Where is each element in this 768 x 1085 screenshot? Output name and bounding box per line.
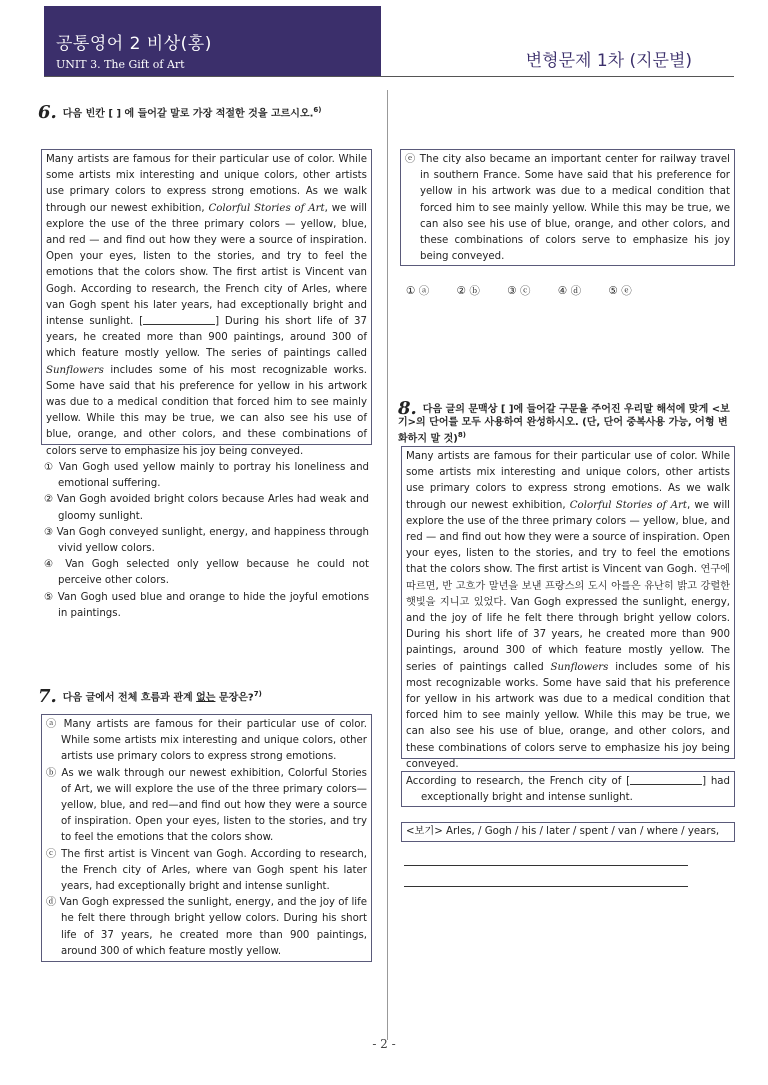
header-title: 공통영어 2 비상(홍) [56,34,212,54]
passage-text: ] During his short life of 37 years, he created more than 900 paintings, around 300 of which feature mostly yellow. The series of paintings called [46,316,367,360]
item-b: ⓑ As we walk through our newest exhibition, Colorful Stories of Art, we will explore the use of the three primary colors—yellow, blue, and red—and find out how they were a source of inspiration. Open your eyes, listen to the stories, and try to feel the emotions that the colors show. [46,767,367,844]
item-e: ⓔ The city also became an important center for railway travel in southern France. Some have said that his preference for yellow in his artwork was due to a medical condition that forced him to see mainly yellow. While this may be true, we can also see his use of blue, orange, and other colors, and these combinations of colors serve to emphasize his joy being conveyed. [405,154,730,263]
item-d: ⓓ Van Gogh expressed the sunlight, energy, and the joy of life he felt there through bright yellow colors. During his short life of 37 years, he created more than 900 paintings, around 300 of which feature mostly yellow. [46,897,367,957]
answer-blank [630,774,702,785]
exhibition-title: Colorful Stories of Art [569,499,687,511]
question-8-prompt: 다음 글의 문맥상 [ ]에 들어갈 구문을 주어진 우리말 해석에 맞게 <보기>의 단어를 모두 사용하여 완성하시오. (단, 단어 중복사용 가능, 어형 변화하지 말 것) [398,404,730,445]
question-7-choices [406,283,736,298]
header-unit: UNIT 3. The Gift of Art [56,58,185,71]
question-6-prompt: 다음 빈칸 [ ] 에 들어갈 말로 가장 적절한 것을 고르시오. [62,108,314,120]
choice-2[interactable]: ② ⓑ [456,285,480,297]
painting-title: Sunflowers [46,364,104,376]
choice-4[interactable]: ④ ⓓ [557,285,582,297]
header-right-title: 변형문제 1차 (지문별) [525,51,692,71]
choice-1[interactable]: ① ⓐ [406,285,430,297]
question-7-prompt: 다음 글에서 전체 흐름과 관계 [62,692,197,704]
column-divider [387,90,388,1040]
question-6-number: 6. [38,102,57,124]
target-sentence-text: According to research, the French city of [ [406,776,631,787]
question-8-footnote: 8) [457,431,466,439]
option-2[interactable]: ② Van Gogh avoided bright colors because Arles had weak and gloomy sunlight. [44,494,369,522]
header-banner [44,6,381,76]
option-4[interactable]: ④ Van Gogh selected only yellow because he could not perceive other colors. [44,559,369,587]
question-6-options [44,460,369,622]
question-7-prompt: 문장은? [215,692,254,704]
answer-line-1[interactable] [404,865,688,866]
option-1[interactable]: ① Van Gogh used yellow mainly to portray his loneliness and emotional suffering. [44,462,369,490]
bogi-box [401,822,735,842]
question-7-heading [38,686,378,708]
question-7-items [41,714,372,962]
question-7-number: 7. [38,686,57,708]
choice-5[interactable]: ⑤ ⓔ [608,285,632,297]
passage-text: , we will explore the use of the three primary colors — yellow, blue, and red — and find out how they were a source of inspiration. Open your eyes, listen to the stories, and try to feel the emotions that the colors show. The first artist is Vincent van Gogh. 연구에 따르면, 반 고흐가 말년을 보낸 프랑스의 도시 아를은 유난히 밝고 강렬한 햇빛을 지니고 있었다. Van Gogh expressed the sunlight, energy, and the joy of life he felt there through bright yellow colors. During his short life of 37 years, he created more than 900 paintings, around 300 of which feature mostly yellow. The series of paintings called [406,499,731,673]
answer-blank [143,314,215,325]
choice-3[interactable]: ③ ⓒ [507,285,531,297]
item-c: ⓒ The first artist is Vincent van Gogh. According to research, the French city of Arles, where van Gogh spent his later years, had exceptionally bright and intense sunlight. [46,848,367,893]
question-7-footnote: 7) [253,690,262,698]
exhibition-title: Colorful Stories of Art [208,202,325,214]
passage-text: includes some of his most recognizable works. Some have said that his preference for yellow in his artwork was due to a medical condition that forced him to see mainly yellow. While this may be true, we can also see his use of blue, orange, and other colors, and these combinations of colors serve to emphasize his joy being conveyed. [46,364,367,457]
option-3[interactable]: ③ Van Gogh conveyed sunlight, energy, and happiness through vivid yellow colors. [44,526,369,555]
question-7-item-e-box [400,149,735,266]
page-number: - 2 - [372,1037,396,1051]
target-sentence-text: ] had exceptionally bright and intense sunlight. [421,776,730,804]
item-a: ⓐ Many artists are famous for their particular use of color. While some artists mix interesting and unique colors, other artists use primary colors to express strong emotions. [46,719,367,763]
question-7-prompt-emphasis: 없는 [196,692,216,704]
header-rule [44,76,734,77]
passage-text: Many artists are famous for their particular use of color. While some artists mix interesting and unique colors, other artists use primary colors to express strong emotions. As we walk through our newest exhibition, [406,451,730,511]
bogi-words: <보기> Arles, / Gogh / his / later / spent / van / where / years, [406,826,720,837]
question-8-number: 8. [398,398,417,419]
question-8-passage [401,446,735,770]
question-6-heading [38,102,378,124]
passage-text: Many artists are famous for their particular use of color. While some artists mix interesting and unique colors, other artists use primary colors to express strong emotions. As we walk through our newest exhibition, [46,154,367,214]
option-5[interactable]: ⑤ Van Gogh used blue and orange to hide the joyful emotions in paintings. [44,591,369,619]
question-8-heading [398,398,734,445]
question-6-passage [41,149,372,457]
answer-line-2[interactable] [404,886,688,887]
passage-text: includes some of his most recognizable works. Some have said that his preference for yellow in his artwork was due to a medical condition that forced him to see mainly yellow. While this may be true, we can also see his use of blue, orange, and other colors, and these combinations of colors serve to emphasize his joy being conveyed. [406,661,730,770]
question-8-target-sentence [401,771,735,807]
passage-text: , we will explore the use of the three primary colors — yellow, blue, and red — and find out how they were a source of inspiration. Open your eyes, listen to the stories, and try to feel the emotions that the colors show. The first artist is Vincent van Gogh. According to research, the French city of Arles, where van Gogh spent his later years, had exceptionally bright and intense sunlight. [ [46,202,368,328]
painting-title: Sunflowers [550,661,609,673]
question-6-footnote: 6) [313,106,322,114]
